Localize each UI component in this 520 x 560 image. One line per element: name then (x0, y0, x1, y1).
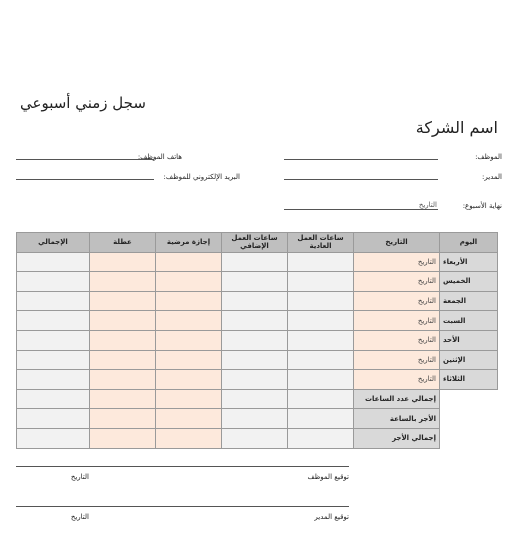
employee-signature-date: التاريخ (70, 473, 89, 481)
header-sick-leave: إجازة مرضية (156, 233, 222, 253)
total-cell (17, 330, 90, 350)
pay-row (17, 428, 498, 448)
rate-sick-cell[interactable] (156, 409, 222, 429)
regular-hours-cell[interactable] (288, 252, 354, 272)
employee-field[interactable] (284, 159, 438, 160)
totals-row (17, 389, 498, 409)
header-total: الإجمالي (17, 233, 90, 253)
day-cell: الأحد (440, 330, 498, 350)
regular-hours-cell[interactable] (288, 311, 354, 331)
pay-total-cell (17, 428, 90, 448)
day-cell: الخميس (440, 272, 498, 292)
grand-total-cell (17, 389, 90, 409)
total-cell (17, 252, 90, 272)
total-cell (17, 272, 90, 292)
header-day: اليوم (440, 233, 498, 253)
day-cell: الثلاثاء (440, 370, 498, 390)
date-cell[interactable]: التاريخ (354, 252, 440, 272)
overtime-cell[interactable] (222, 272, 288, 292)
rate-regular-cell[interactable] (288, 409, 354, 429)
blank-cell (440, 409, 498, 429)
sick-cell[interactable] (156, 252, 222, 272)
page-title: سجل زمني أسبوعي (20, 94, 146, 112)
holiday-cell[interactable] (90, 291, 156, 311)
total-cell (17, 311, 90, 331)
email-label: البريد الإلكتروني للموظف: (163, 173, 240, 181)
regular-hours-cell[interactable] (288, 350, 354, 370)
header-date: التاريخ (354, 233, 440, 253)
rate-overtime-cell[interactable] (222, 409, 288, 429)
table-row (17, 350, 498, 370)
date-cell[interactable]: التاريخ (354, 311, 440, 331)
regular-hours-cell[interactable] (288, 272, 354, 292)
holiday-cell[interactable] (90, 272, 156, 292)
holiday-cell[interactable] (90, 350, 156, 370)
manager-label: المدير: (482, 173, 502, 181)
day-cell: الإثنين (440, 350, 498, 370)
total-holiday-cell (90, 389, 156, 409)
sick-cell[interactable] (156, 330, 222, 350)
email-field[interactable] (16, 179, 154, 180)
table-row (17, 370, 498, 390)
overtime-cell[interactable] (222, 291, 288, 311)
table-header-row (17, 233, 498, 253)
total-sick-cell (156, 389, 222, 409)
company-name: اسم الشركة (415, 118, 498, 137)
overtime-cell[interactable] (222, 350, 288, 370)
day-cell: الأربعاء (440, 252, 498, 272)
pay-regular-cell (288, 428, 354, 448)
regular-hours-cell[interactable] (288, 291, 354, 311)
week-end-value: التاريخ (418, 201, 437, 209)
header-holiday: عطلة (90, 233, 156, 253)
header-regular-hours: ساعات العمل العادية (288, 233, 354, 253)
rate-row (17, 409, 498, 429)
week-end-label: نهاية الأسبوع: (462, 202, 502, 210)
total-overtime-cell (222, 389, 288, 409)
rate-holiday-cell[interactable] (90, 409, 156, 429)
employee-signature-line[interactable] (16, 466, 349, 467)
manager-field[interactable] (284, 179, 438, 180)
holiday-cell[interactable] (90, 330, 156, 350)
total-regular-cell (288, 389, 354, 409)
week-end-field[interactable] (284, 209, 438, 210)
table-row (17, 291, 498, 311)
day-cell: السبت (440, 311, 498, 331)
holiday-cell[interactable] (90, 311, 156, 331)
pay-holiday-cell (90, 428, 156, 448)
sick-cell[interactable] (156, 291, 222, 311)
manager-signature-line[interactable] (16, 506, 349, 507)
overtime-cell[interactable] (222, 330, 288, 350)
sick-cell[interactable] (156, 311, 222, 331)
total-cell (17, 350, 90, 370)
pay-sick-cell (156, 428, 222, 448)
regular-hours-cell[interactable] (288, 370, 354, 390)
sick-cell[interactable] (156, 370, 222, 390)
sick-cell[interactable] (156, 350, 222, 370)
phone-label: هاتف الموظف: (137, 153, 182, 161)
overtime-cell[interactable] (222, 252, 288, 272)
overtime-cell[interactable] (222, 370, 288, 390)
timesheet-table (16, 232, 498, 449)
blank-cell (440, 428, 498, 448)
table-row (17, 272, 498, 292)
manager-signature-label: توقيع المدير (314, 513, 349, 521)
hourly-rate-label: الأجر بالساعة (354, 409, 440, 429)
date-cell[interactable]: التاريخ (354, 330, 440, 350)
pay-overtime-cell (222, 428, 288, 448)
holiday-cell[interactable] (90, 252, 156, 272)
regular-hours-cell[interactable] (288, 330, 354, 350)
table-row (17, 252, 498, 272)
total-hours-label: إجمالي عدد الساعات (354, 389, 440, 409)
phone-field[interactable] (16, 159, 154, 160)
date-cell[interactable]: التاريخ (354, 272, 440, 292)
manager-signature-date: التاريخ (70, 513, 89, 521)
header-overtime-hours: ساعات العمل الإضافي (222, 233, 288, 253)
employee-signature-label: توقيع الموظف (307, 473, 349, 481)
sick-cell[interactable] (156, 272, 222, 292)
day-cell: الجمعة (440, 291, 498, 311)
total-pay-label: إجمالي الأجر (354, 428, 440, 448)
date-cell[interactable]: التاريخ (354, 350, 440, 370)
date-cell[interactable]: التاريخ (354, 370, 440, 390)
total-cell (17, 291, 90, 311)
table-row (17, 330, 498, 350)
employee-label: الموظف: (475, 153, 502, 161)
holiday-cell[interactable] (90, 370, 156, 390)
table-row (17, 311, 498, 331)
blank-cell (440, 389, 498, 409)
overtime-cell[interactable] (222, 311, 288, 331)
rate-total-cell (17, 409, 90, 429)
total-cell (17, 370, 90, 390)
date-cell[interactable]: التاريخ (354, 291, 440, 311)
